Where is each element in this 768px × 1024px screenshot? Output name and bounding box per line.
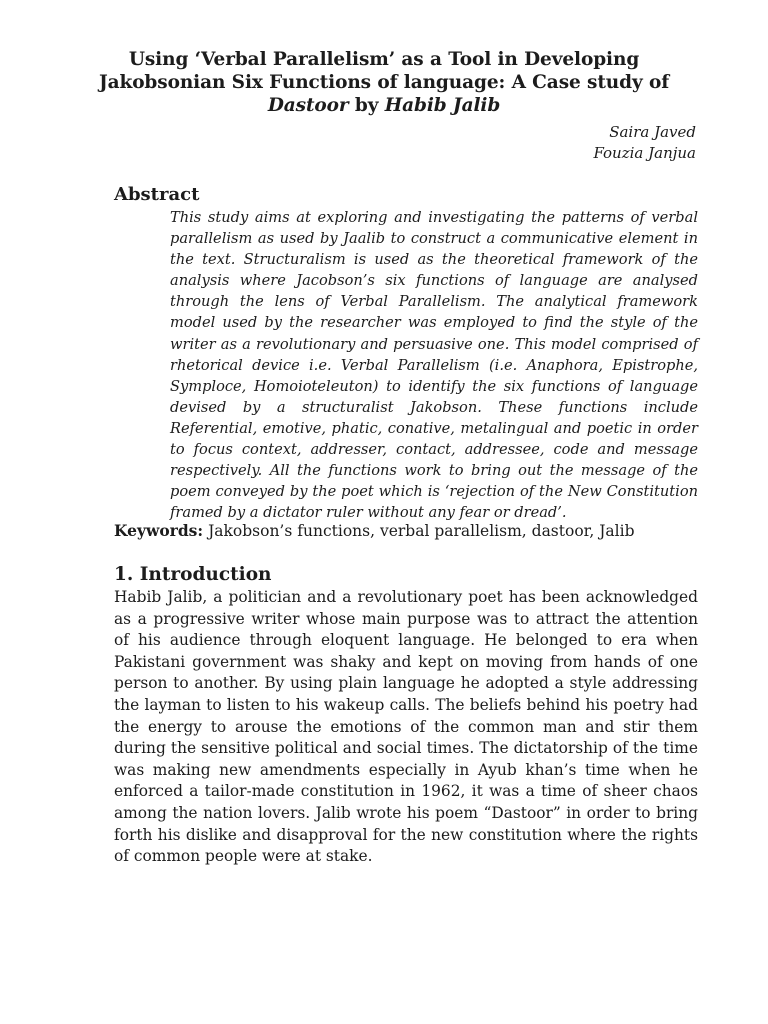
paper-title (90, 48, 678, 117)
abstract-body (170, 207, 698, 523)
introduction-paragraph: Habib Jalib, a politician and a revolutionary poet has been acknowledged as a progressive writer whose main purpose was to attract the attention of his audience through eloquent language. He belonged to era when Pakistani government was shaky and kept on moving from hands of one person to another. By using plain language he adopted a style addressing the layman to listen to his wakeup calls. The beliefs behind his poetry had the energy to arouse the emotions of the common man and stir them during the sensitive political and social times. The dictatorship of the time was making new amendments especially in Ayub khan’s time when he enforced a tailor-made constitution in 1962, it was a time of sheer chaos among the nation lovers. Jalib wrote his poem “Dastoor” in order to bring forth his dislike and disapproval for the new constitution where the rights of common people were at stake. (114, 588, 698, 866)
title-line-2: Jakobsonian Six Functions of language: A Case study of (98, 72, 670, 93)
introduction-body (114, 587, 698, 868)
title-by: by (348, 95, 385, 116)
title-line-3 (90, 94, 678, 117)
abstract-heading: Abstract (114, 184, 200, 205)
title-line-1: Using ‘Verbal Parallelism’ as a Tool in Developing (128, 49, 640, 70)
author-name: Saira Javed (609, 123, 696, 141)
author-name: Fouzia Janjua (593, 144, 696, 162)
abstract-paragraph: This study aims at exploring and investigating the patterns of verbal parallelism as used by Jaalib to construct a communicative element in the text. Structuralism is used as the theoretical framework of the analysis where Jacobson’s six functions of language are analysed through the lens of Verbal Parallelism. The analytical framework model used by the researcher was employed to find the style of the writer as a revolutionary and persuasive one. This model comprised of rhetorical device i.e. Verbal Parallelism (i.e. Anaphora, Epistrophe, Symploce, Homoioteleuton) to identify the six functions of language devised by a structuralist Jakobson. These functions include Referential, emotive, phatic, conative, metalingual and poetic in order to focus context, addresser, contact, addressee, code and message respectively. All the functions work to bring out the message of the poem conveyed by the poet which is ‘rejection of the New Constitution framed by a dictator ruler without any fear or dread’. (170, 209, 698, 522)
keywords (114, 520, 704, 542)
keywords-text: Jakobson’s functions, verbal parallelism, dastoor, Jalib (203, 522, 635, 540)
title-poet: Habib Jalib (384, 95, 501, 116)
author-list (593, 122, 696, 164)
keywords-label: Keywords: (114, 521, 204, 540)
introduction-heading: 1. Introduction (114, 564, 272, 585)
title-work: Dastoor (267, 95, 349, 116)
